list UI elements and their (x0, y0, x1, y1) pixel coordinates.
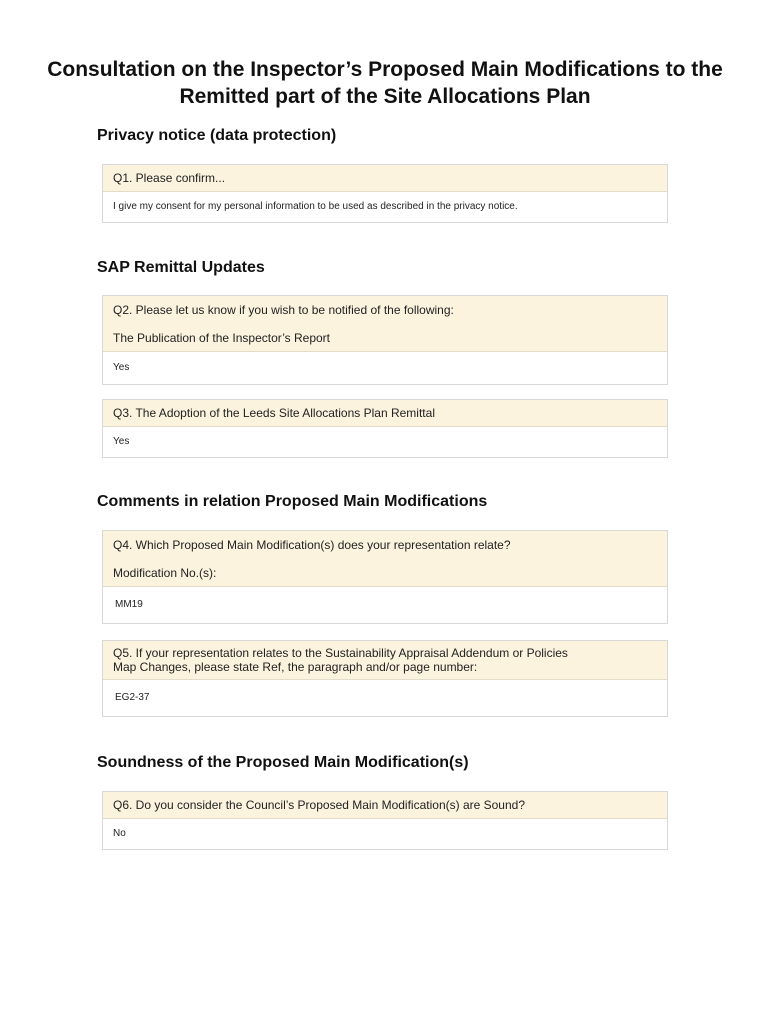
answer-text: No (113, 828, 126, 839)
section-heading-soundness: Soundness of the Proposed Main Modification(s) (97, 754, 469, 771)
question-box-q2 (102, 295, 668, 385)
question-header (103, 531, 667, 587)
page-title (0, 56, 770, 110)
section-heading-sap-remittal: SAP Remittal Updates (97, 259, 265, 276)
question-text: Q6. Do you consider the Council’s Proposed Main Modification(s) are Sound? (113, 798, 525, 812)
question-header (103, 296, 667, 352)
question-header (103, 400, 667, 427)
question-text-line-1: Q5. If your representation relates to the Sustainability Appraisal Addendum or Policies (113, 646, 568, 660)
question-subtext: The Publication of the Inspector’s Report (113, 331, 331, 345)
question-box-q6 (102, 791, 668, 850)
answer-text: MM19 (115, 599, 143, 610)
question-text: Q1. Please confirm... (113, 171, 226, 185)
question-header (103, 792, 667, 819)
page-title-line-1: Consultation on the Inspector’s Proposed Main Modifications to the (47, 58, 723, 81)
question-text-line-2: Map Changes, please state Ref, the paragraph and/or page number: (113, 660, 478, 674)
section-heading-comments: Comments in relation Proposed Main Modifications (97, 493, 488, 510)
answer-text: I give my consent for my personal information to be used as described in the privacy notice. (113, 201, 518, 212)
question-box-q3 (102, 399, 668, 458)
answer-text: Yes (113, 362, 130, 373)
question-text: Q3. The Adoption of the Leeds Site Allocations Plan Remittal (113, 406, 435, 420)
question-box-q4 (102, 530, 668, 624)
question-subtext: Modification No.(s): (113, 566, 217, 580)
answer-text: EG2-37 (115, 692, 150, 703)
question-header (103, 641, 667, 680)
question-header (103, 165, 667, 192)
section-heading-privacy: Privacy notice (data protection) (97, 127, 337, 144)
question-box-q5 (102, 640, 668, 717)
question-text: Q4. Which Proposed Main Modification(s) does your representation relate? (113, 538, 511, 552)
question-text: Q2. Please let us know if you wish to be notified of the following: (113, 303, 454, 317)
answer-text: Yes (113, 436, 130, 447)
question-box-q1 (102, 164, 668, 223)
page-title-line-2: Remitted part of the Site Allocations Plan (179, 85, 591, 108)
